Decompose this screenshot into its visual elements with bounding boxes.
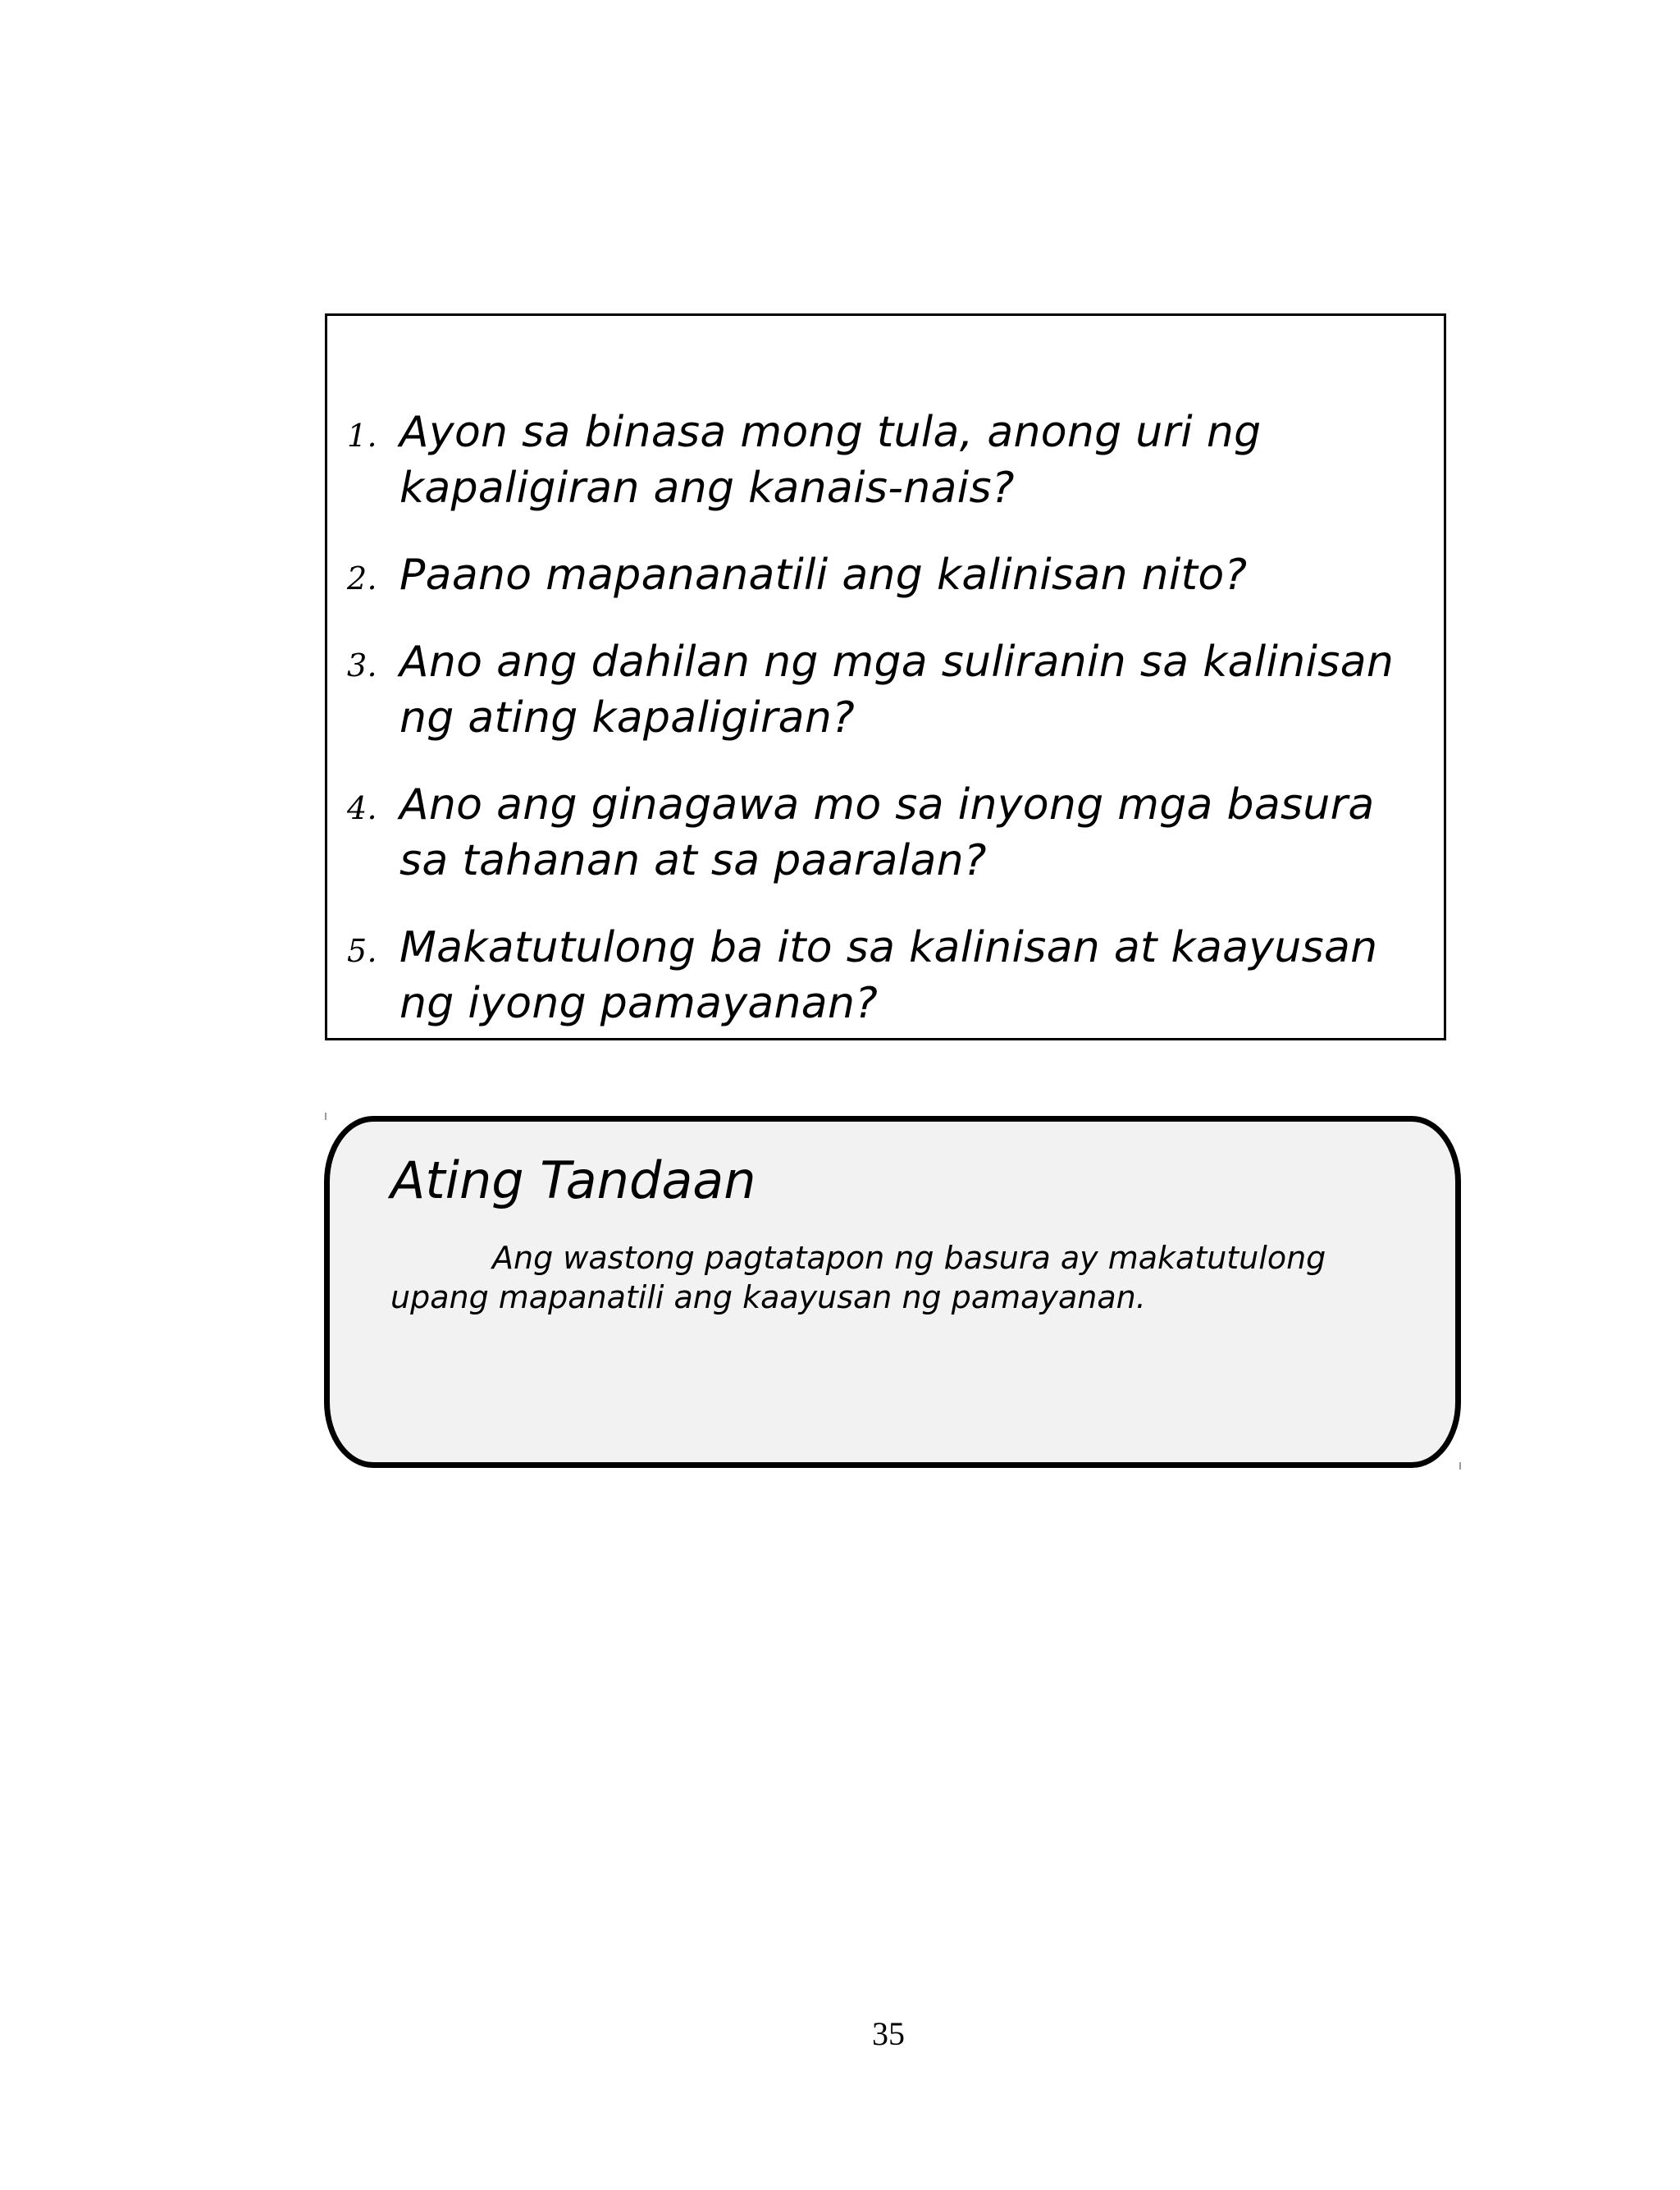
question-item-4 (327, 777, 1444, 889)
page-number: 35 (872, 2015, 905, 2052)
question-text: Makatutulong ba ito sa kalinisan at kaayusan ng iyong pamayanan? (399, 923, 1378, 1028)
questions-box (325, 313, 1446, 1040)
question-item-1 (327, 405, 1444, 516)
question-text: Paano mapananatili ang kalinisan nito? (399, 551, 1248, 600)
question-item-5 (327, 920, 1444, 1031)
frame-corner-mark (1459, 1462, 1461, 1470)
question-item-2 (327, 547, 1444, 603)
question-text: Ayon sa binasa mong tula, anong uri ng kapaligiran ang kanais-nais? (399, 408, 1262, 513)
frame-corner-mark (325, 1113, 326, 1120)
tandaan-body: Ang wastong pagtatapon ng basura ay makatutulong upang mapanatili ang kaayusan ng pamayanan. (390, 1240, 1326, 1315)
question-item-3 (327, 634, 1444, 746)
question-list (327, 405, 1444, 1040)
question-text: Ano ang ginagawa mo sa inyong mga basura sa tahanan at sa paaralan? (399, 780, 1375, 885)
question-number: 4. (347, 790, 377, 826)
question-number: 5. (347, 933, 377, 969)
question-number: 2. (347, 560, 377, 597)
tandaan-body-paragraph (390, 1238, 1408, 1317)
question-number: 3. (347, 647, 377, 684)
question-number: 1. (347, 418, 377, 454)
tandaan-title: Ating Tandaan (390, 1150, 756, 1210)
ating-tandaan-box (324, 1116, 1461, 1468)
question-text: Ano ang dahilan ng mga suliranin sa kalinisan ng ating kapaligiran? (399, 638, 1395, 743)
